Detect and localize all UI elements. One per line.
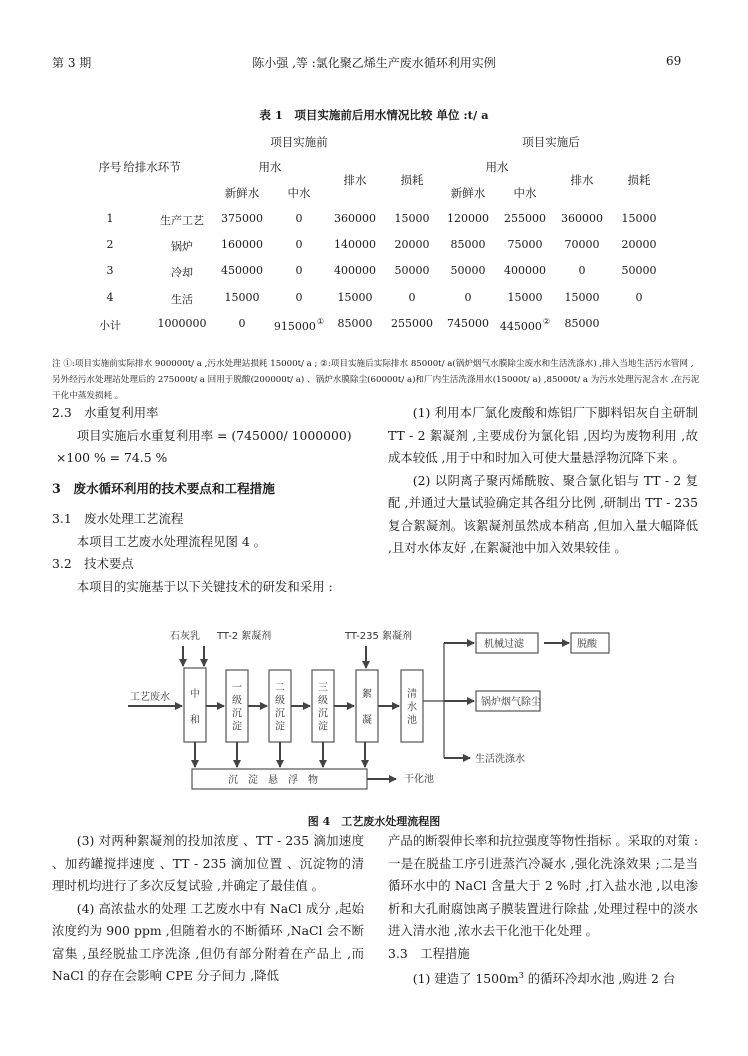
group-header-before: 项目实施前 <box>270 135 328 149</box>
cell-before-reclaimed: 0 <box>295 264 303 277</box>
box-label-settle1: 级 <box>232 695 242 707</box>
label-lime: 石灰乳 <box>170 631 200 642</box>
cell-after-fresh: 120000 <box>447 212 489 225</box>
superscript: 3 <box>518 971 524 980</box>
col-header-index: 序号 <box>98 160 122 174</box>
col-header-discharge-before: 排水 <box>343 173 367 187</box>
running-title: 陈小强 ,等 :氯化聚乙烯生产废水循环利用实例 <box>252 56 496 70</box>
cell-before-loss: 50000 <box>394 264 430 277</box>
col-header-use-before: 用水 <box>258 160 282 174</box>
cell-after-fresh: 85000 <box>450 238 486 251</box>
cell-after-discharge: 70000 <box>564 238 600 251</box>
section-3-1-title: 3.1 废水处理工艺流程 <box>52 511 184 526</box>
box-label-flocculate: 凝 <box>362 715 372 726</box>
box-label-settle2: 沉 <box>275 708 285 720</box>
process-flow-diagram <box>100 626 640 796</box>
cell-subtotal: 745000 <box>447 317 489 330</box>
cell-after-loss: 20000 <box>621 238 657 251</box>
cell-after-loss: 0 <box>635 291 643 304</box>
cell-subtotal: 255000 <box>391 317 433 330</box>
cell-index: 2 <box>106 238 114 251</box>
section-3-1-body: 本项目工艺废水处理流程见图 4 。 <box>76 533 267 549</box>
cell-before-reclaimed: 0 <box>295 212 303 225</box>
label-mech-filter: 机械过滤 <box>484 639 524 650</box>
box-label-settle2: 淀 <box>275 721 285 733</box>
label-drying: 干化池 <box>404 774 434 785</box>
section-3-3-body <box>388 965 698 991</box>
cell-after-discharge: 0 <box>578 264 586 277</box>
key-tech-4: (4) 高浓盐水的处理 工艺废水中有 NaCl 成分 ,起始浓度约为 900 ppm ,但随着水的不断循环 ,NaCl 会不断富集 ,虽经脱盐工序洗涤 ,但仍有部分附着在产品上 ,而 NaCl 的存在会影响 CPE 分子间力 ,降低 <box>52 900 364 983</box>
box-label-clear_pool: 池 <box>407 715 417 726</box>
section-3-2-title: 3.2 技术要点 <box>52 556 134 571</box>
key-tech-4-continued: 产品的断裂伸长率和抗拉强度等物性指标 。采取的对策 :一是在脱盐工序引进蒸汽冷凝水 ,强化洗涤效果 ;二是当循环水中的 NaCl 含量大于 2 %时 ,打入盐水池 ,以电渗析和大孔耐腐蚀离子膜装置进行除盐 ,处理过程中的淡水进入清水池 ,浓水去干化池干化处理 。 <box>388 833 698 938</box>
label-domestic-wash: 生活洗涤水 <box>475 754 525 765</box>
col-header-fresh-after: 新鲜水 <box>450 186 486 200</box>
cell-before-discharge: 140000 <box>334 238 376 251</box>
issue-number: 第 3 期 <box>52 56 92 70</box>
table-note: 注 ①:项目实施前实际排水 900000t/ a ,污水处理站损耗 15000t/ a ; ②:项目实施后实际排水 85000t/ a(锅炉烟气水膜除尘废水和生活洗涤水) ,排入当地生活污水管网 ,另外经污水处理站处理后的 275000t/ a 回用于脱酸(200000t/ a) 、锅炉水膜除尘(60000t/ a)和厂内生活洗涤用水(15000t/ a) ,85000t/ a 为污水处理污泥含水 ,在污泥干化中蒸发损耗 。 <box>52 359 700 401</box>
group-header-after: 项目实施后 <box>522 135 580 149</box>
box-label-settle1: 沉 <box>232 708 242 720</box>
cell-after-discharge: 15000 <box>564 291 600 304</box>
left-column-top <box>52 402 364 598</box>
col-header-fresh-before: 新鲜水 <box>224 186 260 200</box>
cell-before-fresh: 15000 <box>224 291 260 304</box>
cell-subtotal: 0 <box>238 317 246 330</box>
box-neutralize <box>184 668 206 742</box>
cell-index: 3 <box>106 264 114 277</box>
footnote-mark-1: ① <box>316 317 325 326</box>
cell-subtotal-value: 915000 <box>273 320 316 333</box>
key-tech-2: (2) 以阴离子聚丙烯酰胺、聚合氯化铝与 TT - 2 复配 ,并通过大量试验确定其各组分比例 ,研制出 TT - 235 复合絮凝剂。该絮凝剂虽然成本稍高 ,但加入量大幅降低 ,且对水体友好 ,在絮凝池中加入效果较佳 。 <box>388 472 698 555</box>
cell-after-reclaimed: 400000 <box>504 264 546 277</box>
cell-before-reclaimed: 0 <box>295 291 303 304</box>
cell-after-reclaimed: 15000 <box>507 291 543 304</box>
measure-1-text: (1) 建造了 1500m <box>412 971 519 987</box>
col-header-reclaimed-after: 中水 <box>513 186 537 200</box>
section-2-3-title: 2.3 水重复利用率 <box>52 405 159 420</box>
box-label-clear_pool: 清 <box>407 689 417 700</box>
right-column-top <box>388 402 698 560</box>
cell-index: 4 <box>106 291 114 304</box>
cell-before-discharge: 15000 <box>337 291 373 304</box>
label-tt235: TT-235 絮凝剂 <box>345 631 412 642</box>
cell-subtotal-value: 445000 <box>499 320 542 333</box>
box-label-settle3: 沉 <box>318 708 328 720</box>
box-label-settle3: 三 <box>318 682 328 694</box>
section-2-3-formula: 项目实施后水重复利用率 = (745000/ 1000000) <box>76 427 352 443</box>
col-header-discharge-after: 排水 <box>570 173 594 187</box>
section-3-title: 3 废水循环利用的技术要点和工程措施 <box>52 480 275 496</box>
box-label-settle1: 一 <box>232 682 242 694</box>
left-column-bottom <box>52 830 364 988</box>
footnote-mark-2: ② <box>542 317 551 326</box>
table-caption: 表 1 项目实施前后用水情况比较 单位 :t/ a <box>259 108 489 122</box>
cell-node: 生活 <box>171 293 193 306</box>
box-label-settle3: 淀 <box>318 721 328 733</box>
cell-node: 锅炉 <box>171 240 193 253</box>
key-tech-3: (3) 对两种絮凝剂的投加浓度 、TT - 235 滴加速度 、加药罐搅拌速度 、TT - 235 滴加位置 、沉淀物的清理时机均进行了多次反复试验 ,并确定了最佳值 。 <box>52 833 364 893</box>
cell-before-loss: 0 <box>408 291 416 304</box>
cell-subtotal: 85000 <box>337 317 373 330</box>
cell-after-fresh: 50000 <box>450 264 486 277</box>
measure-1-text-cont: 的循环冷却水池 ,购进 2 台 <box>523 971 676 987</box>
cell-before-loss: 20000 <box>394 238 430 251</box>
cell-after-reclaimed: 75000 <box>507 238 543 251</box>
cell-subtotal-label: 小计 <box>99 319 121 332</box>
col-header-loss-before: 损耗 <box>400 173 424 187</box>
cell-after-loss: 50000 <box>621 264 657 277</box>
right-column-bottom <box>388 830 698 991</box>
cell-before-reclaimed: 0 <box>295 238 303 251</box>
box-label-clear_pool: 水 <box>407 702 417 713</box>
cell-node: 生产工艺 <box>160 214 204 227</box>
label-wastewater: 工艺废水 <box>130 692 170 703</box>
cell-before-fresh: 160000 <box>221 238 263 251</box>
section-3-3-title: 3.3 工程措施 <box>388 945 470 961</box>
cell-after-fresh: 0 <box>464 291 472 304</box>
cell-before-fresh: 375000 <box>221 212 263 225</box>
key-tech-1: (1) 利用本厂氯化废酸和炼铝厂下脚料铝灰自主研制 TT - 2 絮凝剂 ,主要成份为氯化铝 ,因均为废物利用 ,故成本较低 ,用于中和时加入可使大量悬浮物沉降下来 。 <box>388 405 698 465</box>
cell-after-reclaimed: 255000 <box>504 212 546 225</box>
cell-before-discharge: 360000 <box>334 212 376 225</box>
col-header-node: 给排水环节 <box>123 160 181 174</box>
box-label-neutralize: 中 <box>190 689 200 700</box>
box-label-neutralize: 和 <box>190 715 200 726</box>
cell-subtotal: 1000000 <box>157 317 207 330</box>
cell-node: 冷却 <box>171 266 193 279</box>
label-sludge: 沉 淀 悬 浮 物 <box>228 775 318 786</box>
page-number: 69 <box>666 54 682 68</box>
cell-subtotal: 85000 <box>564 317 600 330</box>
label-boiler-dust: 锅炉烟气除尘 <box>481 697 541 708</box>
col-header-use-after: 用水 <box>485 160 509 174</box>
cell-subtotal <box>274 317 324 333</box>
box-label-settle3: 级 <box>318 695 328 707</box>
cell-after-discharge: 360000 <box>561 212 603 225</box>
cell-before-fresh: 450000 <box>221 264 263 277</box>
label-deacid: 脱酸 <box>577 639 597 650</box>
col-header-loss-after: 损耗 <box>627 173 651 187</box>
box-label-settle2: 二 <box>275 682 285 694</box>
cell-index: 1 <box>106 212 114 225</box>
section-3-2-body: 本项目的实施基于以下关键技术的研发和采用 : <box>76 578 333 594</box>
box-label-settle1: 淀 <box>232 721 242 733</box>
cell-after-loss: 15000 <box>621 212 657 225</box>
box-label-flocculate: 絮 <box>362 689 372 700</box>
cell-before-loss: 15000 <box>394 212 430 225</box>
figure-caption: 图 4 工艺废水处理流程图 <box>307 815 441 828</box>
box-label-settle2: 级 <box>275 695 285 707</box>
cell-before-discharge: 400000 <box>334 264 376 277</box>
cell-subtotal <box>500 317 550 333</box>
label-tt2: TT-2 絮凝剂 <box>217 631 272 642</box>
section-2-3-result: ×100 % = 74.5 % <box>56 450 168 465</box>
box-flocculate <box>356 670 378 742</box>
col-header-reclaimed-before: 中水 <box>287 186 311 200</box>
